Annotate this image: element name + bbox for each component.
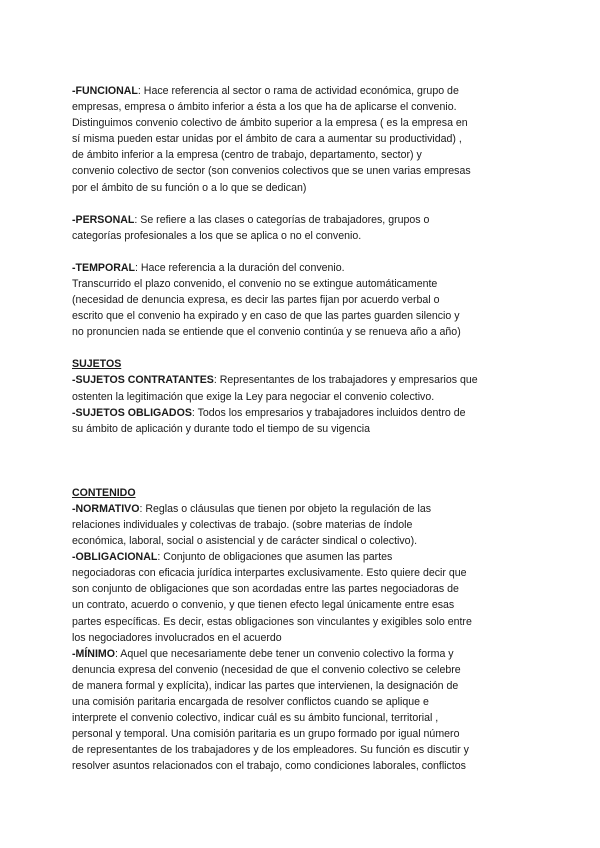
text-line: -MÍNIMO: Aquel que necesariamente debe tener un convenio colectivo la forma y — [72, 647, 454, 660]
paragraph-temporal — [72, 260, 530, 340]
text-line: sí misma pueden estar unidas por el ámbito de cara a aumentar su productividad) , — [72, 133, 462, 146]
heading-sujetos: SUJETOS — [72, 358, 122, 371]
text-line: personal y temporal. Una comisión paritaria es un grupo formado por igual número — [72, 728, 460, 741]
text-line: de manera formal y explícita), indicar las partes que intervienen, la designación de — [72, 679, 459, 692]
paragraph-funcional — [72, 83, 530, 196]
text-line: resolver asuntos relacionados con el trabajo, como condiciones laborales, conflictos — [72, 760, 466, 773]
text-line: su ámbito de aplicación y durante todo el tiempo de su vigencia — [72, 422, 370, 435]
text-line: una comisión paritaria encargada de resolver conflictos cuando se aplique e — [72, 696, 429, 708]
text-line: de representantes de los trabajadores y de los empleadores. Su función es discutir y — [72, 744, 469, 757]
text-line: -TEMPORAL: Hace referencia a la duración del convenio. — [72, 261, 345, 274]
term-sujetos-obligados: -SUJETOS OBLIGADOS — [72, 406, 192, 419]
text-line: -SUJETOS OBLIGADOS: Todos los empresarios y trabajadores incluidos dentro de — [72, 406, 466, 419]
term-personal: -PERSONAL — [72, 213, 135, 226]
text-line: -PERSONAL: Se refiere a las clases o categorías de trabajadores, grupos o — [72, 213, 430, 226]
text-line: convenio colectivo de sector (son convenios colectivos que se unen varias empresas — [72, 165, 471, 178]
text-line: ostenten la legitimación que exige la Ley para negociar el convenio colectivo. — [72, 390, 435, 403]
text-line: (necesidad de denuncia expresa, es decir las partes fijan por acuerdo verbal o — [72, 294, 440, 307]
paragraph-personal — [72, 212, 530, 244]
text-line: los negociadores involucrados en el acuerdo — [72, 631, 282, 644]
text-line: económica, laboral, social o asistencial y de carácter sindical o colectivo). — [72, 535, 418, 548]
text-line: escrito que el convenio ha expirado y en caso de que las partes guarden silencio y — [72, 310, 460, 323]
term-minimo: -MÍNIMO — [72, 647, 115, 660]
text-line: partes específicas. Es decir, estas obligaciones son vinculantes y exigibles solo entre — [72, 615, 472, 628]
heading-contenido: CONTENIDO — [72, 486, 136, 499]
text-line: -FUNCIONAL: Hace referencia al sector o rama de actividad económica, grupo de — [72, 85, 459, 97]
text-line: por el ámbito de su función o a lo que se dedican) — [72, 181, 307, 194]
text-line: denuncia expresa del convenio (necesidad de que el convenio colectivo se celebre — [72, 663, 461, 676]
term-obligacional: -OBLIGACIONAL — [72, 551, 158, 564]
text-line: negociadoras con eficacia jurídica interpartes exclusivamente. Esto quiere decir que — [72, 567, 467, 580]
section-contenido — [72, 485, 530, 775]
text-line: -NORMATIVO: Reglas o cláusulas que tienen por objeto la regulación de las — [72, 502, 432, 515]
term-sujetos-contratantes: -SUJETOS CONTRATANTES — [72, 374, 214, 387]
term-funcional: -FUNCIONAL — [72, 85, 138, 97]
text-line: no pronuncien nada se entiende que el convenio continúa y se renueva año a año) — [72, 326, 461, 339]
text-line: categorías profesionales a los que se aplica o no el convenio. — [72, 229, 362, 242]
text-line: relaciones individuales y colectivas de trabajo. (sobre materias de índole — [72, 518, 413, 531]
text-line: son conjunto de obligaciones que son acordadas entre las partes negociadoras de — [72, 583, 459, 596]
text-line: Transcurrido el plazo convenido, el convenio no se extingue automáticamente — [72, 277, 438, 290]
text-line: interprete el convenio colectivo, indicar cuál es su ámbito funcional, territorial , — [72, 712, 439, 725]
text-line: de ámbito inferior a la empresa (centro de trabajo, departamento, sector) y — [72, 149, 422, 162]
term-normativo: -NORMATIVO — [72, 502, 140, 515]
section-sujetos — [72, 356, 530, 436]
text-line: Distinguimos convenio colectivo de ámbito superior a la empresa ( es la empresa en — [72, 117, 468, 130]
text-line: -OBLIGACIONAL: Conjunto de obligaciones que asumen las partes — [72, 551, 393, 564]
text-line: -SUJETOS CONTRATANTES: Representantes de los trabajadores y empresarios que — [72, 374, 478, 387]
text-line: un contrato, acuerdo o convenio, y que tienen efecto legal únicamente entre esas — [72, 599, 455, 612]
document-page — [72, 83, 530, 774]
term-temporal: -TEMPORAL — [72, 261, 135, 274]
text-line: empresas, empresa o ámbito inferior a ésta a los que ha de aplicarse el convenio. — [72, 101, 457, 114]
